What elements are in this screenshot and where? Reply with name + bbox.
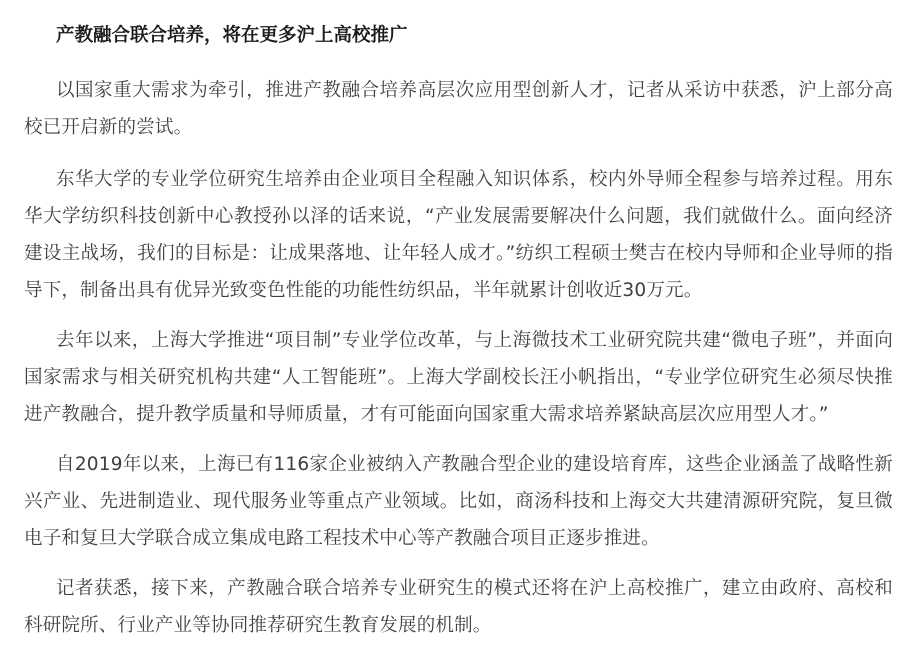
paragraph-donghua: 东华大学的专业学位研究生培养由企业项目全程融入知识体系，校内外导师全程参与培养过程。用东华大学纺织科技创新中心教授孙以泽的话来说，“产业发展需要解决什么问题，我们就做什么。面向经济建设主战场，我们的目标是：让成果落地、让年轻人成才。”纺织工程硕士樊吉在校内导师和企业导师的指导下，制备出具有优异光致变色性能的功能性纺织品，半年就累计创收近30万元。 xyxy=(24,169,893,301)
paragraph-intro: 以国家重大需求为牵引，推进产教融合培养高层次应用型创新人才，记者从采访中获悉，沪上部分高校已开启新的尝试。 xyxy=(24,80,893,138)
paragraph-outlook: 记者获悉，接下来，产教融合联合培养专业研究生的模式还将在沪上高校推广，建立由政府、高校和科研院所、行业产业等协同推荐研究生教育发展的机制。 xyxy=(24,578,893,636)
paragraph-shanghai-university: 去年以来，上海大学推进“项目制”专业学位改革，与上海微技术工业研究院共建“微电子班”，并面向国家需求与相关研究机构共建“人工智能班”。上海大学副校长汪小帆指出，“专业学位研究生必须尽快推进产教融合，提升教学质量和导师质量，才有可能面向国家重大需求培养紧缺高层次应用型人才。” xyxy=(24,330,893,425)
paragraph-enterprises: 自2019年以来，上海已有116家企业被纳入产教融合型企业的建设培育库，这些企业涵盖了战略性新兴产业、先进制造业、现代服务业等重点产业领域。比如，商汤科技和上海交大共建清源研究院，复旦微电子和复旦大学联合成立集成电路工程技术中心等产教融合项目正逐步推进。 xyxy=(24,454,893,549)
article-heading: 产教融合联合培养，将在更多沪上高校推广 xyxy=(56,25,408,46)
